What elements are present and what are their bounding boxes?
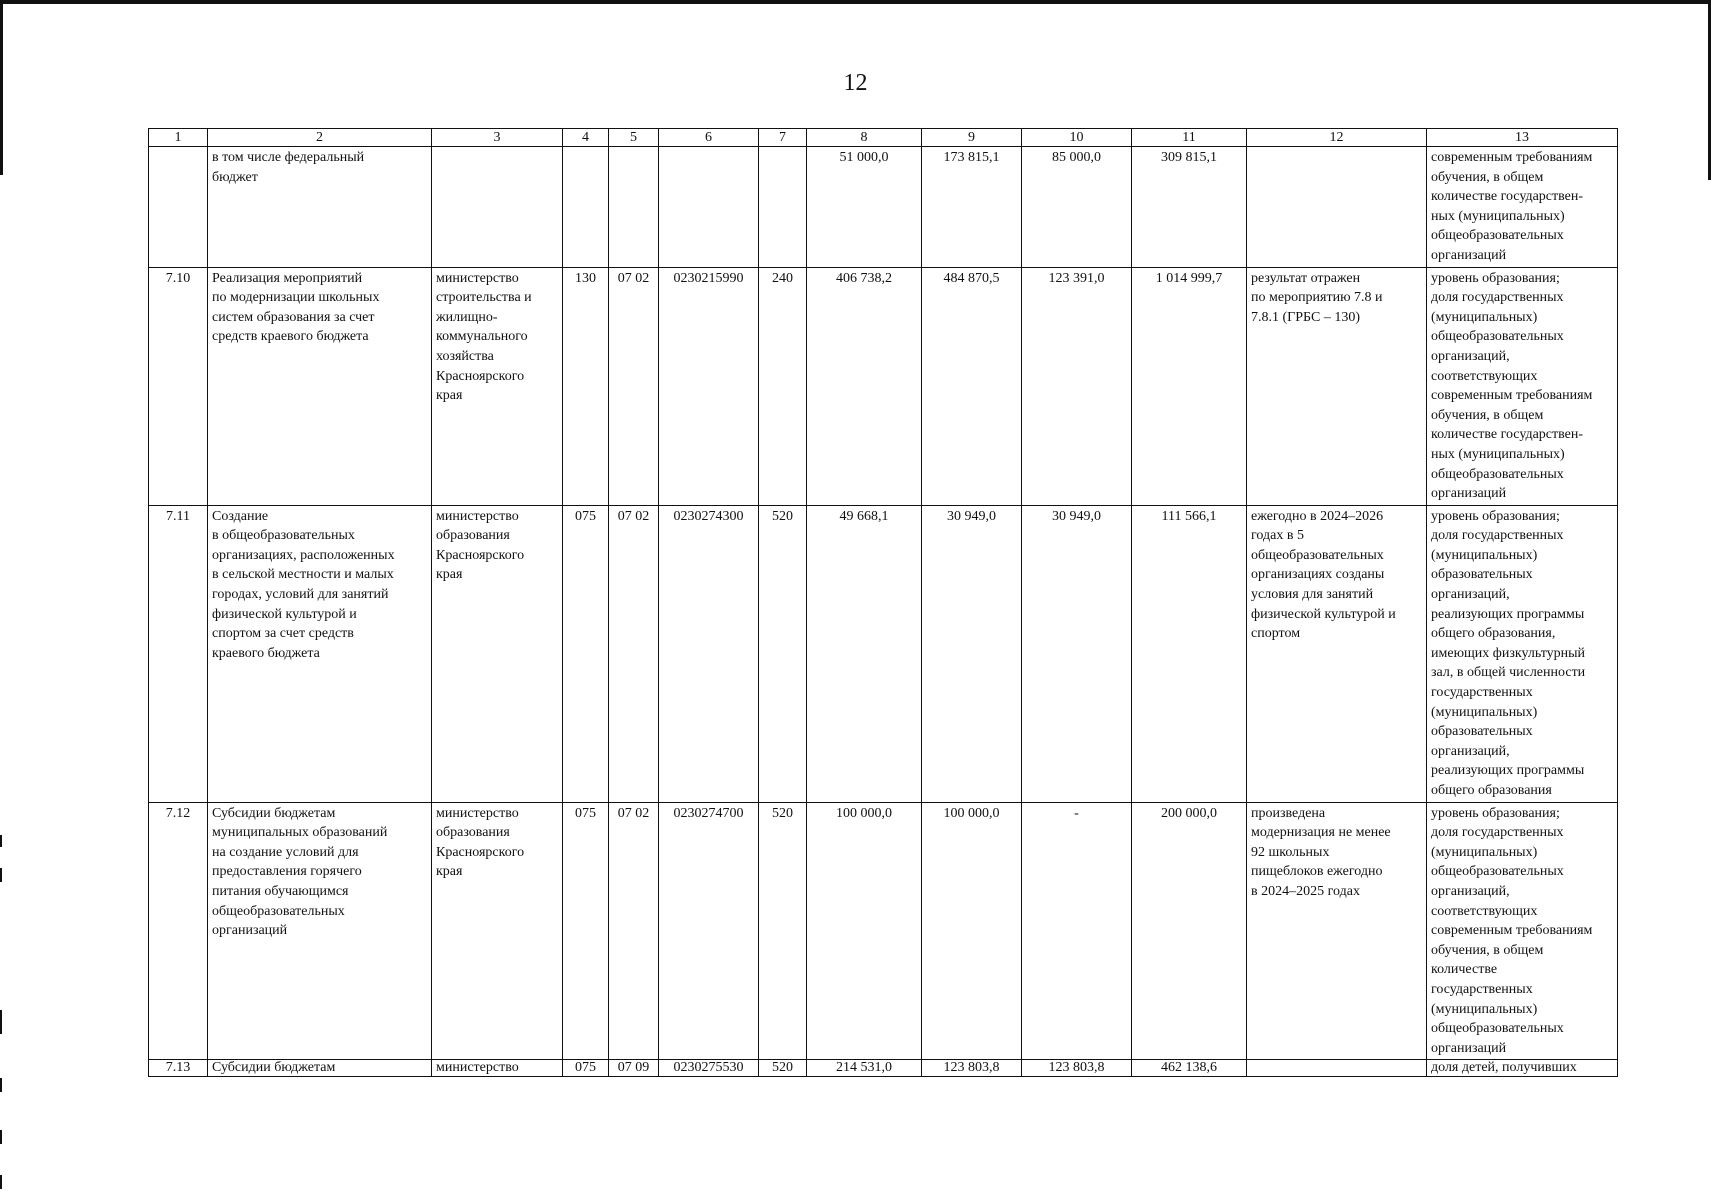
target-article: 0230274300 [659,505,759,802]
measure-name: Создание в общеобразовательных организациях, расположенных в сельской местности и малых городах, условий для занятий физической культурой и спортом за счет средств краевого бюджета [208,505,432,802]
amount-year-3: - [1022,802,1132,1060]
column-header: 3 [432,129,563,147]
column-header: 9 [922,129,1022,147]
section-code [609,147,659,268]
amount-year-3: 123 803,8 [1022,1060,1132,1077]
measure-name: Реализация мероприятий по модернизации школьных систем образования за счет средств краевого бюджета [208,267,432,505]
column-header: 4 [563,129,609,147]
amount-year-1: 406 738,2 [807,267,922,505]
amount-total: 111 566,1 [1132,505,1247,802]
column-header: 11 [1132,129,1247,147]
row-number: 7.11 [149,505,208,802]
expected-result: ежегодно в 2024–2026 годах в 5 общеобразовательных организациях созданы условия для занятий физической культурой и спортом [1247,505,1427,802]
amount-year-3: 123 391,0 [1022,267,1132,505]
grbs-code: 075 [563,1060,609,1077]
responsible-body: министерство образования Красноярского края [432,802,563,1060]
amount-year-1: 214 531,0 [807,1060,922,1077]
amount-total: 462 138,6 [1132,1060,1247,1077]
expense-type: 520 [759,505,807,802]
indicator: уровень образования; доля государственных (муниципальных) общеобразовательных организаций, соответствующих современным требованиям обучения, в общем количестве государствен- ных (муниципальных) общеобразовательных организаций [1427,267,1618,505]
amount-year-2: 30 949,0 [922,505,1022,802]
section-code: 07 02 [609,505,659,802]
page-number: 12 [843,70,868,96]
scan-mark [0,1175,2,1189]
column-header: 5 [609,129,659,147]
column-header: 6 [659,129,759,147]
amount-year-2: 484 870,5 [922,267,1022,505]
expected-result: произведена модернизация не менее 92 школьных пищеблоков ежегодно в 2024–2025 годах [1247,802,1427,1060]
indicator: современным требованиям обучения, в общем количестве государствен- ных (муниципальных) общеобразовательных организаций [1427,147,1618,268]
column-header: 10 [1022,129,1132,147]
row-number: 7.12 [149,802,208,1060]
scan-mark [0,1078,2,1092]
column-header: 12 [1247,129,1427,147]
expected-result [1247,147,1427,268]
amount-year-1: 51 000,0 [807,147,922,268]
measure-name: Субсидии бюджетам муниципальных образований на создание условий для предоставления горячего питания обучающимся общеобразовательных организаций [208,802,432,1060]
measure-name: в том числе федеральный бюджет [208,147,432,268]
section-code: 07 02 [609,802,659,1060]
scan-mark [0,868,2,882]
section-code: 07 09 [609,1060,659,1077]
scan-border-top [0,0,1711,4]
amount-total: 200 000,0 [1132,802,1247,1060]
table-row [149,1060,1618,1077]
column-header: 7 [759,129,807,147]
amount-year-2: 173 815,1 [922,147,1022,268]
target-article: 0230215990 [659,267,759,505]
scan-mark [0,1130,2,1144]
responsible-body: министерство строительства и жилищно- коммунального хозяйства Красноярского края [432,267,563,505]
indicator: уровень образования; доля государственных (муниципальных) образовательных организаций, реализующих программы общего образования, имеющих физкультурный зал, в общей численности государственных (муниципальных) образовательных организаций, реализующих программы общего образования [1427,505,1618,802]
column-header: 2 [208,129,432,147]
indicator: доля детей, получивших [1427,1060,1618,1077]
scan-mark [0,835,2,847]
column-header: 1 [149,129,208,147]
target-article: 0230274700 [659,802,759,1060]
amount-year-2: 123 803,8 [922,1060,1022,1077]
column-header: 8 [807,129,922,147]
grbs-code: 130 [563,267,609,505]
amount-total: 1 014 999,7 [1132,267,1247,505]
grbs-code [563,147,609,268]
expense-type: 520 [759,802,807,1060]
expense-type: 520 [759,1060,807,1077]
amount-year-3: 30 949,0 [1022,505,1132,802]
expected-result [1247,1060,1427,1077]
table-row [149,267,1618,505]
target-article [659,147,759,268]
amount-year-3: 85 000,0 [1022,147,1132,268]
table-row [149,802,1618,1060]
row-number: 7.13 [149,1060,208,1077]
amount-year-2: 100 000,0 [922,802,1022,1060]
program-measures-table [148,128,1618,1077]
row-number [149,147,208,268]
expense-type: 240 [759,267,807,505]
measure-name: Субсидии бюджетам [208,1060,432,1077]
row-number: 7.10 [149,267,208,505]
target-article: 0230275530 [659,1060,759,1077]
table-row [149,147,1618,268]
section-code: 07 02 [609,267,659,505]
scan-mark [0,1010,2,1034]
grbs-code: 075 [563,802,609,1060]
grbs-code: 075 [563,505,609,802]
amount-year-1: 49 668,1 [807,505,922,802]
indicator: уровень образования; доля государственных (муниципальных) общеобразовательных организаций, соответствующих современным требованиям обучения, в общем количестве государственных (муниципальных) общеобразовательных организаций [1427,802,1618,1060]
responsible-body: министерство образования Красноярского края [432,505,563,802]
amount-year-1: 100 000,0 [807,802,922,1060]
responsible-body [432,147,563,268]
expected-result: результат отражен по мероприятию 7.8 и 7.8.1 (ГРБС – 130) [1247,267,1427,505]
amount-total: 309 815,1 [1132,147,1247,268]
table-row [149,505,1618,802]
expense-type [759,147,807,268]
column-header: 13 [1427,129,1618,147]
column-number-row [149,129,1618,147]
responsible-body: министерство [432,1060,563,1077]
